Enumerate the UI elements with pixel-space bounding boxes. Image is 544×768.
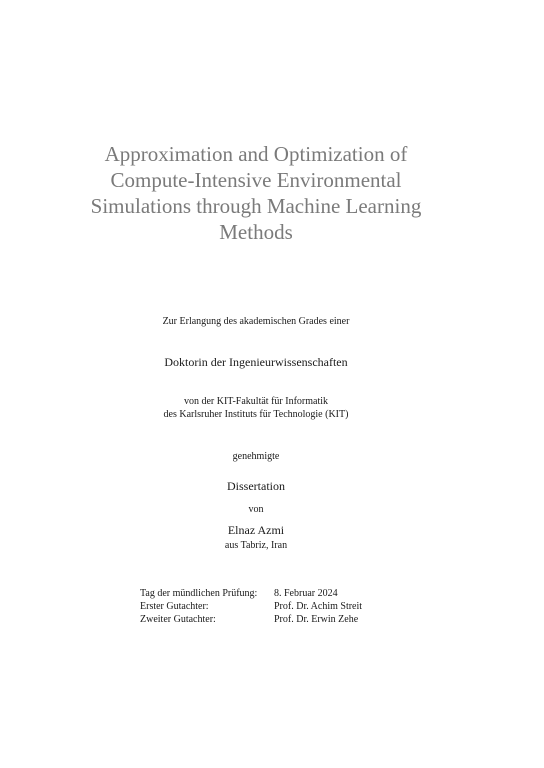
- faculty-line-2: des Karlsruher Instituts für Technologie (KIT): [163, 409, 349, 420]
- exam-row-second-reviewer: [140, 613, 362, 626]
- degree-name: Doktorin der Ingenieurwissenschaften: [164, 355, 348, 369]
- approved-label: genehmigte: [232, 451, 280, 462]
- thesis-title: [60, 141, 452, 245]
- second-reviewer-label: Zweiter Gutachter:: [140, 614, 216, 625]
- exam-row-date: [140, 587, 362, 600]
- first-reviewer-label: Erster Gutachter:: [140, 601, 209, 612]
- exam-row-first-reviewer: [140, 600, 362, 613]
- exam-date-label: Tag der mündlichen Prüfung:: [140, 588, 258, 599]
- faculty-line-1: von der KIT-Fakultät für Informatik: [183, 396, 329, 407]
- degree-purpose: Zur Erlangung des akademischen Grades einer: [162, 316, 350, 327]
- document-type: Dissertation: [227, 479, 285, 493]
- examination-details: [140, 587, 362, 626]
- author-origin: aus Tabriz, Iran: [224, 540, 288, 551]
- author-name: Elnaz Azmi: [227, 523, 285, 537]
- faculty-info: [60, 395, 452, 421]
- thesis-title-line-3: Simulations through Machine Learning: [90, 194, 422, 218]
- thesis-title-line-4: Methods: [219, 220, 293, 244]
- thesis-title-line-2: Compute-Intensive Environmental: [110, 168, 402, 192]
- by-label: von: [248, 504, 264, 515]
- thesis-title-line-1: Approximation and Optimization of: [104, 142, 408, 166]
- second-reviewer-value: Prof. Dr. Erwin Zehe: [274, 614, 359, 625]
- exam-date-value: 8. Februar 2024: [274, 588, 338, 599]
- first-reviewer-value: Prof. Dr. Achim Streit: [274, 601, 363, 612]
